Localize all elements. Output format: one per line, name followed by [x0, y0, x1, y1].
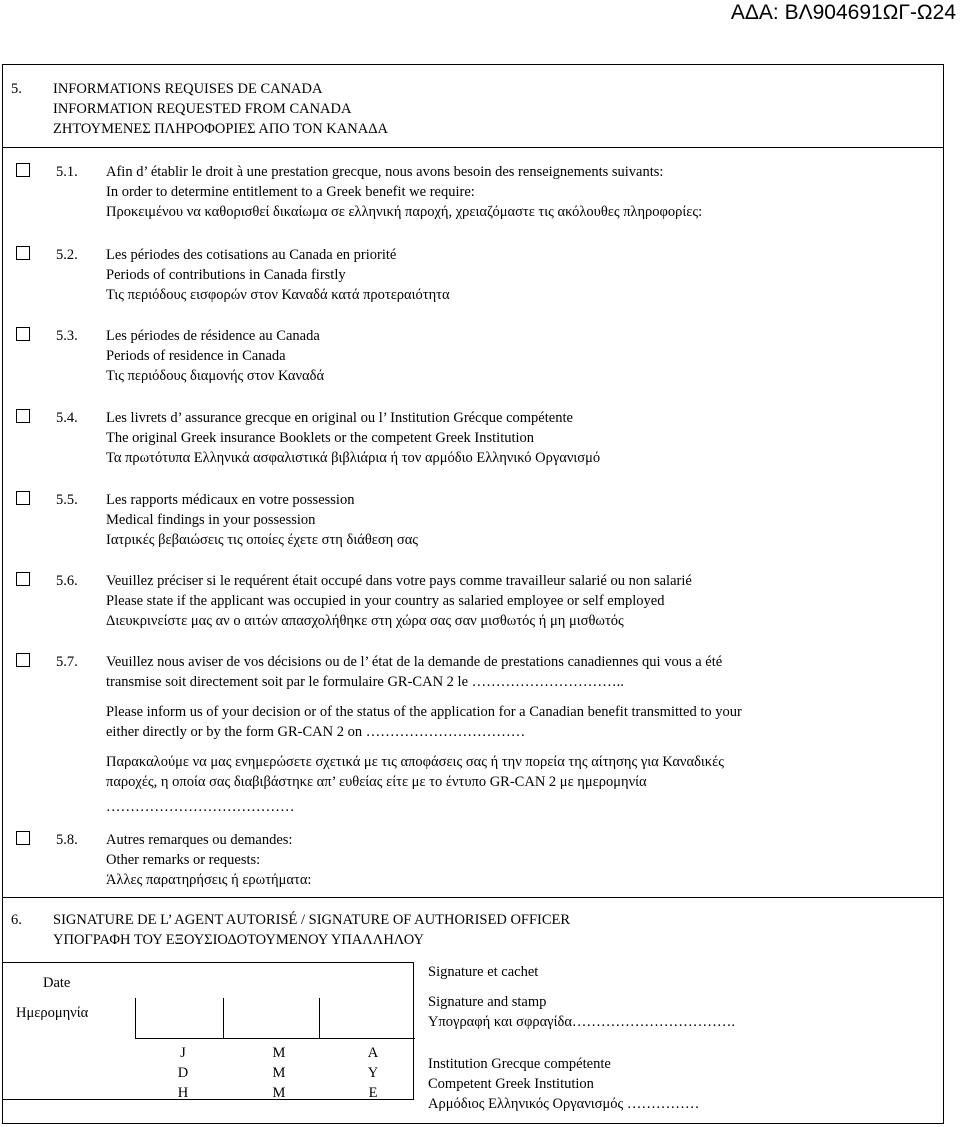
- item-line: Veuillez préciser si le requérent était occupé dans votre pays comme travailleur salarié ou non salarié: [106, 573, 692, 589]
- item-line: Autres remarques ou demandes:: [106, 832, 293, 848]
- checkbox-5-1[interactable]: [16, 163, 30, 177]
- section-5-title-el: ΖΗΤΟΥΜΕΝΕΣ ΠΛΗΡΟΦΟΡΙΕΣ ΑΠΟ ΤΟΝ ΚΑΝΑΔΑ: [53, 121, 388, 137]
- date-box: [2, 962, 414, 1100]
- item-line: Medical findings in your possession: [106, 512, 316, 528]
- item-line: either directly or by the form GR-CAN 2 on ……………………………: [106, 724, 526, 740]
- item-line: Les livrets d’ assurance grecque en original ou l’ Institution Grécque compétente: [106, 410, 573, 426]
- item-line: παροχές, η οποία σας διαβιβάστηκε απ’ ευθείας είτε με το έντυπο GR-CAN 2 με ημερομηνία: [106, 774, 647, 790]
- date-field-tick-2: [319, 998, 320, 1038]
- item-line: Les périodes de résidence au Canada: [106, 328, 320, 344]
- date-label-el: Ημερομηνία: [16, 1005, 89, 1021]
- signature-block: [428, 962, 735, 1032]
- item-number: 5.2.: [56, 247, 78, 263]
- item-line: Other remarks or requests:: [106, 852, 261, 868]
- item-line: Τις περιόδους εισφορών στον Καναδά κατά προτεραιότητα: [106, 287, 450, 303]
- ada-code: ΑΔΑ: ΒΛ904691ΩΓ-Ω24: [730, 1, 956, 24]
- item-number: 5.8.: [56, 832, 78, 848]
- item-number: 5.1.: [56, 164, 78, 180]
- section-5-title-en: INFORMATION REQUESTED FROM CANADA: [53, 101, 352, 117]
- item-line: Τα πρωτότυπα Ελληνικά ασφαλιστικά βιβλιάρια ή τον αρμόδιο Ελληνικό Οργανισμό: [106, 450, 601, 466]
- section-5-number: 5.: [11, 81, 22, 97]
- item-number: 5.7.: [56, 654, 78, 670]
- date-label-fr: Date: [43, 975, 71, 991]
- item-line: Άλλες παρατηρήσεις ή ερωτήματα:: [106, 872, 312, 888]
- item-line: Διευκρινείστε μας αν ο αιτών απασχολήθηκε στη χώρα σας σαν μισθωτός ή μη μισθωτός: [106, 613, 624, 629]
- item-line: Periods of residence in Canada: [106, 348, 286, 364]
- checkbox-5-6[interactable]: [16, 572, 30, 586]
- month-label: M M M: [272, 1045, 286, 1101]
- section-5-divider: [3, 147, 943, 148]
- item-line: Afin d’ établir le droit à une prestation grecque, nous avons besoin des renseignements suivants:: [106, 164, 664, 180]
- checkbox-5-7[interactable]: [16, 653, 30, 667]
- date-field-tick-1: [223, 998, 224, 1038]
- item-line: Ιατρικές βεβαιώσεις τις οποίες έχετε στη διάθεση σας: [106, 532, 419, 548]
- section-6-divider: [3, 897, 943, 898]
- item-line: Periods of contributions in Canada firstly: [106, 267, 346, 283]
- date-field-baseline: [135, 1038, 415, 1039]
- item-line: Les rapports médicaux en votre possession: [106, 492, 355, 508]
- checkbox-5-5[interactable]: [16, 491, 30, 505]
- signature-field[interactable]: Υπογραφή και σφραγίδα…………………………….: [428, 1014, 736, 1030]
- item-line: …………………………………: [106, 799, 295, 815]
- institution-field[interactable]: Αρμόδιος Ελληνικός Οργανισμός ……………: [428, 1096, 700, 1112]
- date-field-left-tick: [135, 998, 136, 1038]
- section-5-title-fr: INFORMATIONS REQUISES DE CANADA: [53, 81, 323, 97]
- institution-line: Institution Grecque compétente: [428, 1056, 611, 1072]
- section-6-title-line: SIGNATURE DE L’ AGENT AUTORISÉ / SIGNATURE OF AUTHORISED OFFICER: [53, 912, 571, 928]
- item-number: 5.3.: [56, 328, 78, 344]
- item-line: Παρακαλούμε να μας ενημερώσετε σχετικά με τις αποφάσεις σας ή την πορεία της αίτησης για Καναδικές: [106, 754, 724, 770]
- year-label: A Y E: [367, 1045, 379, 1101]
- section-6-number: 6.: [11, 912, 22, 928]
- item-line: Veuillez nous aviser de vos décisions ou de l’ état de la demande de prestations canadiennes qui vous a été: [106, 654, 723, 670]
- checkbox-5-8[interactable]: [16, 831, 30, 845]
- item-line: Τις περιόδους διαμονής στον Καναδά: [106, 368, 325, 384]
- signature-line: Signature and stamp: [428, 994, 547, 1010]
- item-line: In order to determine entitlement to a Greek benefit we require:: [106, 184, 475, 200]
- item-number: 5.4.: [56, 410, 78, 426]
- institution-block: [428, 1054, 699, 1114]
- checkbox-5-2[interactable]: [16, 246, 30, 260]
- item-line: Les périodes des cotisations au Canada en priorité: [106, 247, 397, 263]
- item-line: Please inform us of your decision or of the status of the application for a Canadian benefit transmitted to your: [106, 704, 742, 720]
- item-line: transmise soit directement soit par le formulaire GR-CAN 2 le …………………………..: [106, 674, 624, 690]
- checkbox-5-4[interactable]: [16, 409, 30, 423]
- institution-line: Competent Greek Institution: [428, 1076, 594, 1092]
- section-6-title-line: ΥΠΟΓΡΑΦΗ ΤΟΥ ΕΞΟΥΣΙΟΔΟΤΟΥΜΕΝΟΥ ΥΠΑΛΛΗΛΟΥ: [53, 932, 424, 948]
- checkbox-5-3[interactable]: [16, 327, 30, 341]
- day-label: J D H: [177, 1045, 189, 1101]
- item-line: Please state if the applicant was occupied in your country as salaried employee or self employed: [106, 593, 665, 609]
- item-number: 5.5.: [56, 492, 78, 508]
- item-line: Προκειμένου να καθορισθεί δικαίωμα σε ελληνική παροχή, χρειαζόμαστε τις ακόλουθες πληροφορίες:: [106, 204, 703, 220]
- signature-line: Signature et cachet: [428, 964, 539, 980]
- item-number: 5.6.: [56, 573, 78, 589]
- item-line: The original Greek insurance Booklets or the competent Greek Institution: [106, 430, 535, 446]
